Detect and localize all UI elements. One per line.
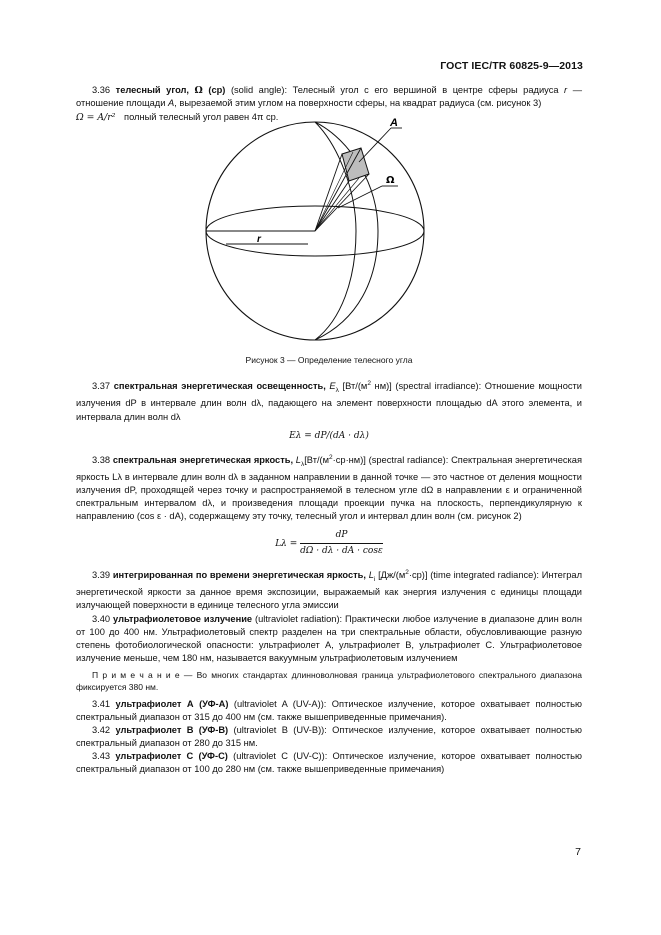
definition-text: (ultraviolet B (UV-B)): Оптическое излучение, которое охватывает полностью спектральный диапазон от 280 до 315 нм. bbox=[76, 724, 582, 749]
section-3-38 bbox=[76, 451, 582, 523]
term-symbol-sub: λ bbox=[300, 460, 305, 468]
section-number: 3.40 bbox=[92, 613, 111, 624]
definition-text: (ultraviolet A (UV-A)): Оптическое излучение, которое охватывает полностью спектральный диапазон от 315 до 400 нм (см. также вышеприведенные примечания). bbox=[76, 698, 582, 722]
term-symbol: Ω bbox=[194, 85, 203, 96]
document-header: ГОСТ IEC/TR 60825-9—2013 bbox=[440, 60, 583, 72]
var-r: r bbox=[564, 85, 568, 95]
term: ультрафиолет С (УФ-С) bbox=[115, 751, 228, 762]
equation-fraction bbox=[300, 529, 383, 558]
section-number: 3.38 bbox=[92, 454, 111, 465]
unit-part: [Дж/(м bbox=[378, 570, 406, 581]
note bbox=[76, 669, 582, 694]
term: ультрафиолет А (УФ-А) bbox=[115, 698, 229, 709]
term-unit: (ср) bbox=[208, 85, 226, 95]
definition-text: (ultraviolet radiation): Практически любое излучение в диапазоне длин волн от 100 до 400 нм. Ультрафиолетовый спектр разделен на три спектральные области, обусловливающие разную степень фотобиологической опасности: ультрафиолет А, ультрафиолет В, ультрафиолет С. Ультрафиолетовое излучение меньше, чем 180 нм, называется вакуумным ультрафиолетовым излучением bbox=[76, 613, 582, 663]
cone-line-5 bbox=[315, 152, 353, 231]
term: ультрафиолет В (УФ-В) bbox=[115, 724, 229, 735]
section-3-43 bbox=[76, 750, 582, 776]
section-number: 3.36 bbox=[92, 85, 111, 95]
definition-text: — отношение площади bbox=[76, 85, 582, 109]
note-text: Во многих стандартах длинноволновая граница ультрафиолетового спектрального диапазона фиксируется 380 нм. bbox=[76, 669, 582, 693]
formula-note: полный телесный угол равен 4π ср. bbox=[124, 112, 279, 123]
term: телесный угол, bbox=[115, 85, 190, 95]
unit-part: [Вт/(м bbox=[304, 454, 330, 465]
term: спектральная энергетическая освещенность, bbox=[113, 381, 326, 392]
definition-text: (time integrated radiance): Интеграл энергетической яркости за данное время экспозиции, выражаемый как энергия излучения с единицы площади излучающей поверхности в единице телесного угла эмиссии bbox=[76, 570, 583, 611]
note-label: П р и м е ч а н и е — bbox=[92, 669, 193, 680]
unit-sup: 2 bbox=[405, 569, 409, 577]
label-omega: Ω bbox=[386, 175, 395, 187]
term-symbol: L bbox=[368, 570, 374, 581]
var-a: A bbox=[168, 98, 175, 109]
equation-spectral-irradiance bbox=[76, 430, 582, 443]
document-body bbox=[76, 84, 582, 776]
section-3-39 bbox=[76, 566, 582, 612]
term-symbol-sub: λ bbox=[335, 387, 339, 395]
term-symbol: E bbox=[329, 381, 336, 392]
unit-part: [Вт/(м bbox=[342, 381, 368, 392]
section-3-42 bbox=[76, 724, 582, 750]
section-number: 3.37 bbox=[92, 381, 111, 392]
unit-sup: 2 bbox=[329, 453, 333, 461]
term-symbol: L bbox=[295, 454, 301, 465]
label-a: A bbox=[390, 117, 398, 130]
unit-part: нм)] bbox=[370, 381, 392, 392]
section-3-40 bbox=[76, 613, 582, 665]
unit-part: ·ср)] bbox=[408, 570, 428, 581]
equation-spectral-radiance bbox=[76, 529, 582, 558]
section-3-41 bbox=[76, 698, 582, 724]
section-number: 3.39 bbox=[92, 570, 111, 581]
section-number: 3.41 bbox=[92, 698, 111, 709]
page-number: 7 bbox=[575, 846, 581, 858]
term: интегрированная по времени энергетическая яркость, bbox=[112, 570, 366, 581]
definition-text: (spectral irradiance): Отношение мощности излучения dP в интервале длин волн dλ, падающего на элемент поверхности площадью dA этого элемента, и интервала длин волн dλ bbox=[76, 381, 582, 422]
section-3-36 bbox=[76, 84, 582, 110]
fraction-denominator: dΩ · dλ · dA · cosε bbox=[300, 546, 383, 557]
term: ультрафиолетовое излучение bbox=[113, 613, 253, 624]
section-number: 3.43 bbox=[92, 751, 111, 762]
definition-text: (ultraviolet C (UV-C)): Оптическое излучение, которое охватывает полностью спектральный диапазон от 100 до 280 нм (см. также вышеприведенные примечания) bbox=[76, 751, 582, 775]
label-r: r bbox=[257, 234, 261, 246]
unit-sup: 2 bbox=[367, 380, 371, 388]
term: спектральная энергетическая яркость, bbox=[112, 454, 294, 465]
equation-lhs: Lλ = bbox=[275, 539, 298, 550]
term-symbol-sub: i bbox=[373, 576, 376, 584]
definition-text: (spectral radiance): Спектральная энергетическая яркость Lλ в интервале длин волн dλ в заданном направлении в данной точке — это частное от деления мощности излучения dP, проходящей через точку и распространяемой в телесном угле dΩ в направлении ε и ограниченной спектральным интервалом dλ, и произведения площади проекции пучка на плоскость, перпендикулярную к направлению (cos ε · dA), содержащему эту точку, телесный угол и интервал длин волн (см. рисунок 2) bbox=[76, 454, 582, 522]
figure-caption: Рисунок 3 — Определение телесного угла bbox=[245, 355, 413, 366]
equation-text: Eλ = dP/(dA · dλ) bbox=[289, 430, 369, 441]
solid-angle-formula-line bbox=[76, 111, 582, 124]
fraction-numerator: dP bbox=[300, 529, 383, 544]
definition-text: (solid angle): Телесный угол с его вершиной в центре сферы радиуса bbox=[230, 85, 559, 95]
definition-text: , вырезаемой этим углом на поверхности сферы, на квадрат радиуса (см. рисунок 3) bbox=[174, 98, 542, 109]
section-number: 3.42 bbox=[92, 724, 111, 735]
solid-angle-formula: Ω = A/r² bbox=[76, 112, 116, 124]
unit-part: ·ср·нм)] bbox=[332, 454, 366, 465]
section-3-37 bbox=[76, 377, 582, 423]
cone-line-1 bbox=[315, 154, 342, 231]
